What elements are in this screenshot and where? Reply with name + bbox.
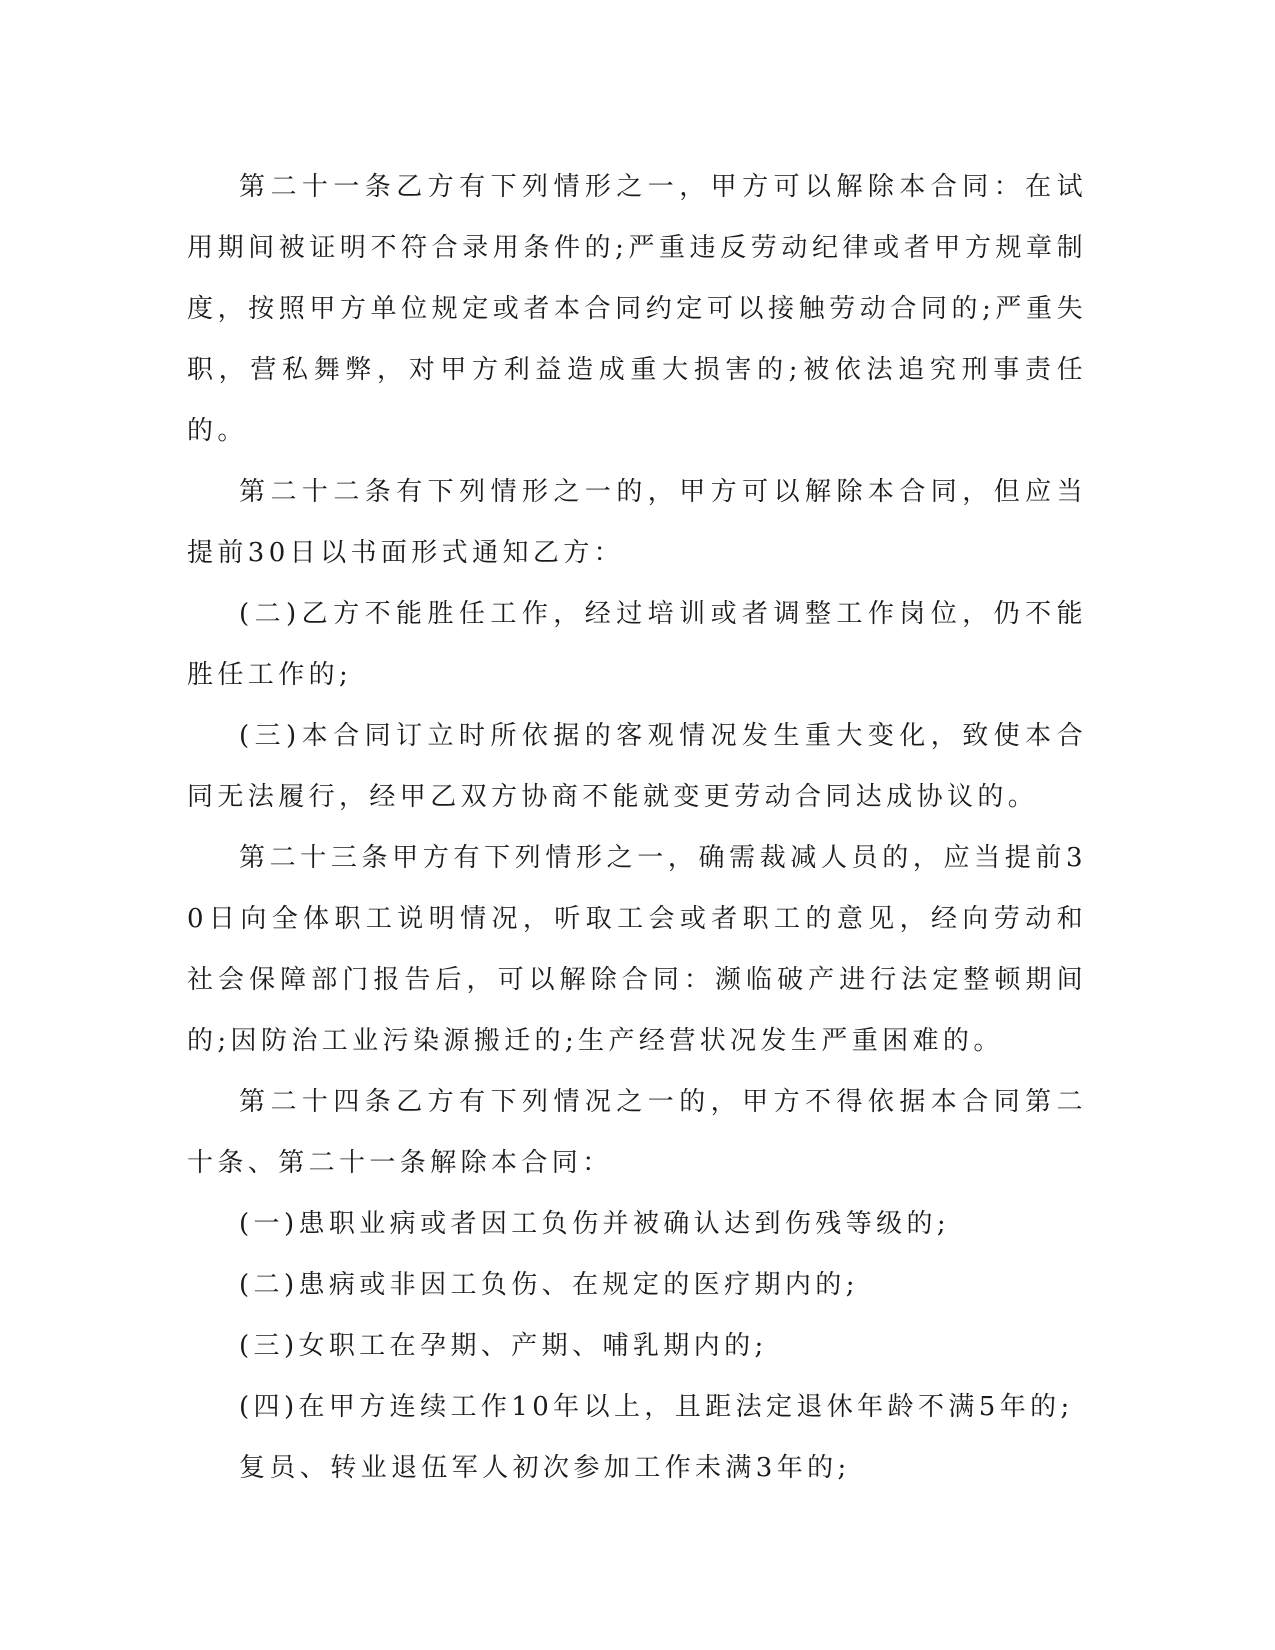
paragraph-article-22: 第二十二条有下列情形之一的，甲方可以解除本合同，但应当提前30日以书面形式通知乙方：	[187, 477, 1087, 568]
paragraph-article-23: 第二十三条甲方有下列情形之一，确需裁减人员的，应当提前30日向全体职工说明情况，听取工会或者职工的意见，经向劳动和社会保障部门报告后，可以解除合同：濒临破产进行法定整顿期间的;因防治工业污染源搬迁的;生产经营状况发生严重困难的。	[187, 843, 1087, 1056]
paragraph-article-24-item-1: (一)患职业病或者因工负伤并被确认达到伤残等级的;	[239, 1209, 951, 1239]
paragraph-article-24-item-3: (三)女职工在孕期、产期、哺乳期内的;	[239, 1331, 768, 1361]
paragraph-article-24: 第二十四条乙方有下列情况之一的，甲方不得依据本合同第二十条、第二十一条解除本合同：	[187, 1087, 1087, 1178]
paragraph-article-24-item-4: (四)在甲方连续工作10年以上，且距法定退休年龄不满5年的;	[239, 1392, 1074, 1422]
document-body	[187, 157, 1087, 1499]
paragraph-article-22-item-2: (二)乙方不能胜任工作，经过培训或者调整工作岗位，仍不能胜任工作的;	[187, 599, 1087, 690]
paragraph-article-24-item-5: 复员、转业退伍军人初次参加工作未满3年的;	[239, 1453, 851, 1483]
paragraph-article-21: 第二十一条乙方有下列情形之一，甲方可以解除本合同：在试用期间被证明不符合录用条件的;严重违反劳动纪律或者甲方规章制度，按照甲方单位规定或者本合同约定可以接触劳动合同的;严重失职，营私舞弊，对甲方利益造成重大损害的;被依法追究刑事责任的。	[187, 172, 1087, 446]
paragraph-article-22-item-3: (三)本合同订立时所依据的客观情况发生重大变化，致使本合同无法履行，经甲乙双方协商不能就变更劳动合同达成协议的。	[187, 721, 1087, 812]
paragraph-article-24-item-2: (二)患病或非因工负伤、在规定的医疗期内的;	[239, 1270, 859, 1300]
